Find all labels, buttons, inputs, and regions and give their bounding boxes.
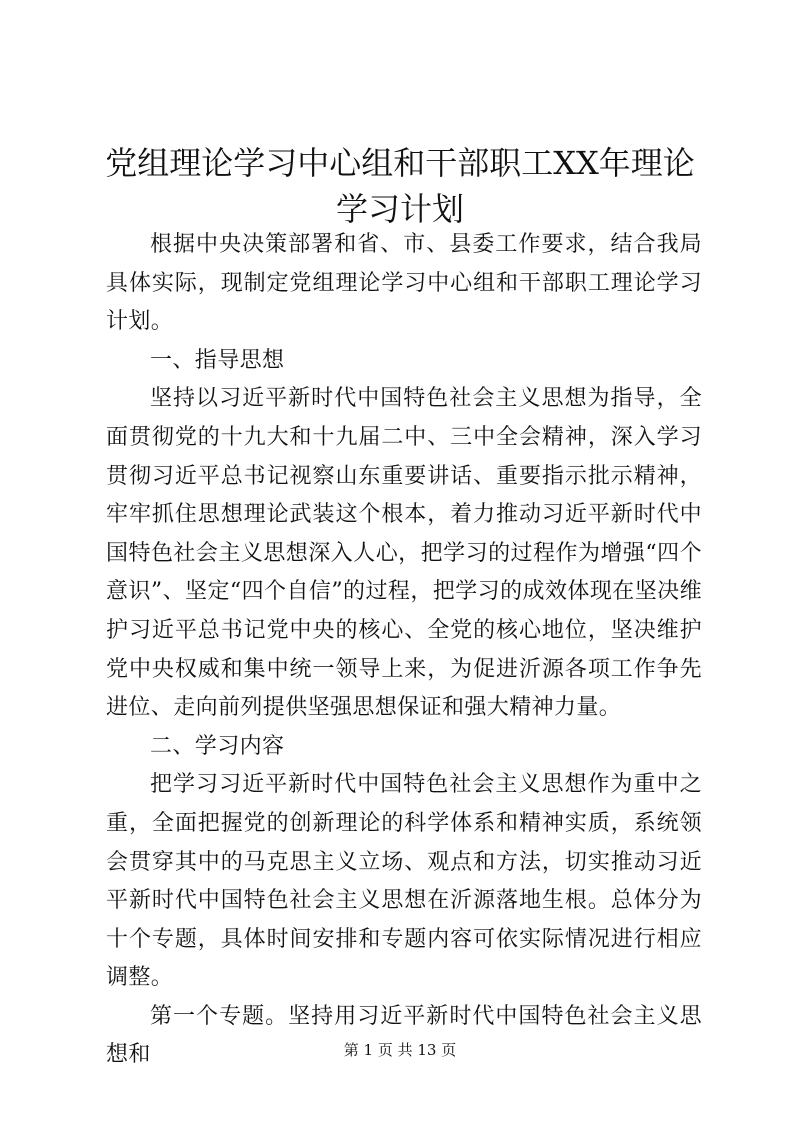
document-title: 党组理论学习中心组和干部职工XX年理论学习计划 (105, 144, 695, 228)
section-heading-guiding-ideology: 一、指导思想 (150, 347, 285, 373)
paragraph-first-topic: 第一个专题。坚持用习近平新时代中国特色社会主义思想和 (106, 1003, 702, 1068)
paragraph-study-content: 把学习习近平新时代中国特色社会主义思想作为重中之重，全面把握党的创新理论的科学体系和精神实质，系统领会贯穿其中的马克思主义立场、观点和方法，切实推动习近平新时代中国特色社会主义思想在沂源落地生根。总体分为十个专题，具体时间安排和专题内容可依实际情况进行相应调整。 (106, 772, 702, 991)
section-heading-study-content: 二、学习内容 (150, 733, 285, 759)
paragraph-intro: 根据中央决策部署和省、市、县委工作要求，结合我局具体实际，现制定党组理论学习中心组和干部职工理论学习计划。 (106, 232, 702, 335)
paragraph-guiding-ideology: 坚持以习近平新时代中国特色社会主义思想为指导，全面贯彻党的十九大和十九届二中、三中全会精神，深入学习贯彻习近平总书记视察山东重要讲话、重要指示批示精神，牢牢抓住思想理论武装这个根本，着力推动习近平新时代中国特色社会主义思想深入人心，把学习的过程作为增强“四个意识”、坚定“四个自信”的过程，把学习的成效体现在坚决维护习近平总书记党中央的核心、全党的核心地位，坚决维护党中央权威和集中统一领导上来，为促进沂源各项工作争先进位、走向前列提供坚强思想保证和强大精神力量。 (106, 386, 702, 721)
page-footer: 第 1 页 共 13 页 (343, 1041, 457, 1059)
document-body (106, 226, 702, 1075)
